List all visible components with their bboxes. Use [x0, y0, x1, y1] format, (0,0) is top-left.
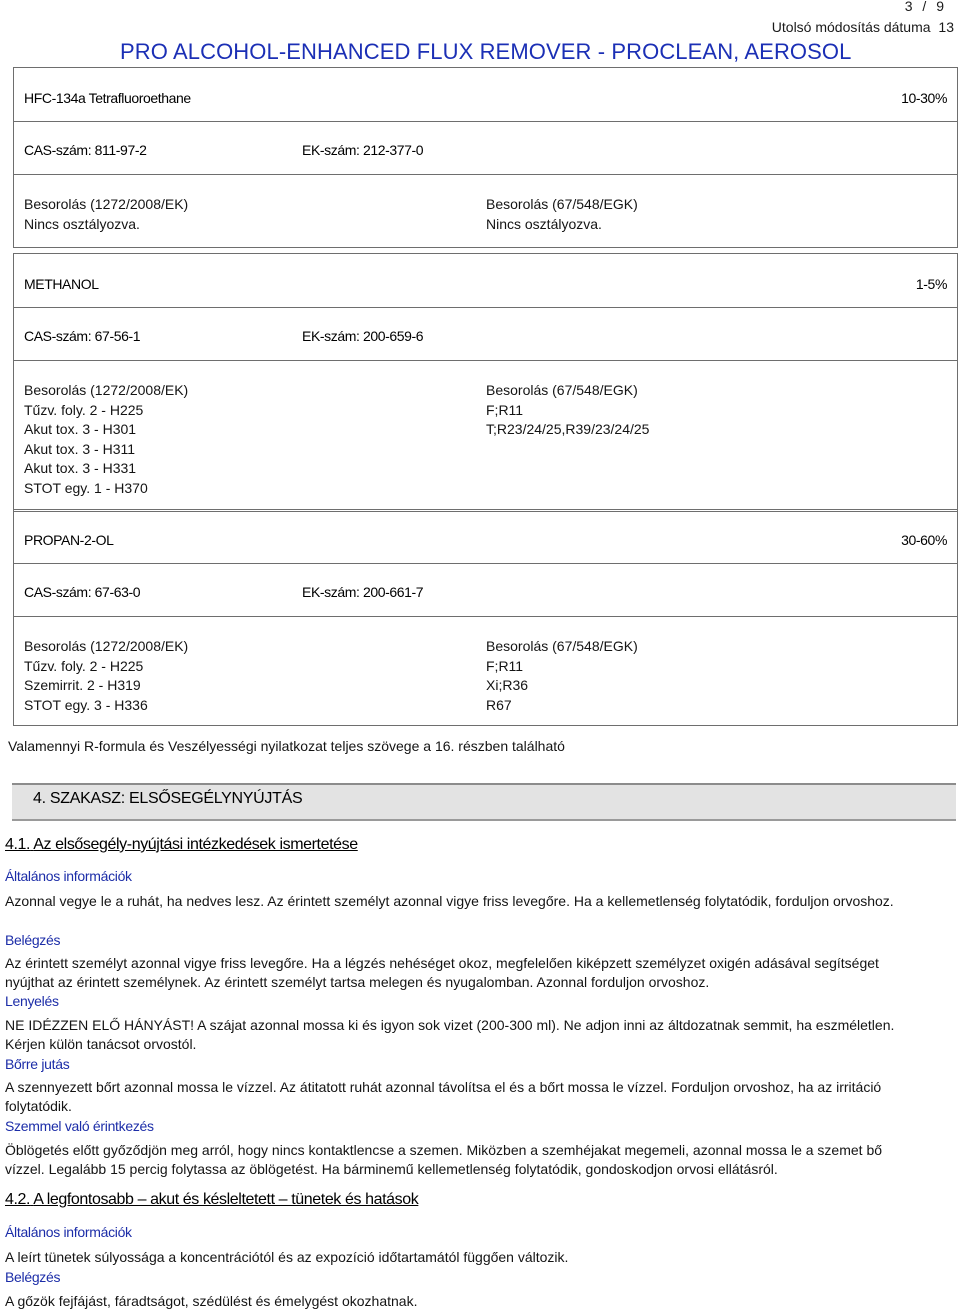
section-4-title: 4. SZAKASZ: ELSŐSEGÉLYNYÚJTÁS	[33, 790, 303, 807]
classification-line: Besorolás (1272/2008/EK)	[24, 638, 189, 654]
classification-dsd	[486, 637, 638, 715]
classification-dsd	[486, 381, 649, 440]
revision-value: 13	[938, 19, 954, 35]
component-percent: 1-5%	[915, 276, 947, 292]
component-name: METHANOL	[24, 276, 99, 292]
eye-contact-text: Öblögetés előtt győződjön meg arról, hogy nincs kontaktlencse a szemen. Miközben a szemhéjakat megemeli, azonnal mossa le a szemet bő vízzel. Legalább 15 percig folytassa az öblögetést. Ha bárminemű kellemetlenség folytatódik, gondoskodjon orvosi ellátásról.	[5, 1142, 883, 1178]
subsection-number: 4.2.	[5, 1191, 31, 1208]
inhalation-text: A gőzök fejfájást, fáradtságot, szédülést és émelygést okozhatnak.	[5, 1293, 418, 1309]
classification-dsd	[486, 195, 638, 234]
classification-line: Besorolás (1272/2008/EK)	[24, 196, 189, 212]
page-separator: /	[922, 0, 927, 14]
general-info-text: Azonnal vegye le a ruhát, ha nedves lesz. Az érintett személyt azonnal vigye friss levegőre. Ha a kellemetlenség folytatódik, forduljon orvoshoz.	[5, 893, 894, 909]
classification-line: Besorolás (67/548/EGK)	[486, 382, 638, 398]
cas-number: CAS-szám: 67-56-1	[24, 328, 141, 344]
subsection-number: 4.1.	[5, 836, 31, 853]
ec-number: EK-szám: 200-661-7	[302, 584, 424, 600]
classification-line: Akut tox. 3 - H331	[24, 460, 137, 477]
classification-line: Besorolás (67/548/EGK)	[486, 196, 638, 212]
subsection-title: Az elsősegély-nyújtási intézkedések ismertetése	[33, 836, 358, 853]
classification-line: Tűzv. foly. 2 - H225	[24, 657, 144, 674]
subsection-title: A legfontosabb – akut és késleltetett – tünetek és hatások	[33, 1191, 419, 1208]
component-table-propan-2-ol	[13, 509, 958, 726]
skin-contact-text: A szennyezett bőrt azonnal mossa le vízzel. Az átitatott ruhát azonnal távolítsa el és a bőrt mossa le vízzel. Forduljon orvoshoz, ha az irritáció folytatódik.	[5, 1079, 882, 1115]
revision-date	[772, 19, 954, 35]
skin-contact-label: Bőrre jutás	[5, 1056, 70, 1072]
general-info-label: Általános információk	[5, 1224, 132, 1240]
classification-line: STOT egy. 1 - H370	[24, 479, 148, 496]
ec-number: EK-szám: 200-659-6	[302, 328, 424, 344]
section-4-header	[12, 783, 956, 821]
classification-line: STOT egy. 3 - H336	[24, 696, 148, 713]
classification-clp	[24, 637, 188, 715]
component-table-hfc134a	[13, 67, 958, 248]
general-info-label: Általános információk	[5, 868, 132, 884]
inhalation-text: Az érintett személyt azonnal vigye friss levegőre. Ha a légzés nehéséget okoz, megfelelően kiképzett személyzet oxigén adásával segítséget nyújthat az érintett személynek. Az érintett személyt tartsa melegen és nyugalomban. Azonnal forduljon orvoshoz.	[5, 955, 879, 991]
classification-line: Akut tox. 3 - H311	[24, 440, 136, 457]
component-name: HFC-134a Tetrafluoroethane	[24, 90, 191, 106]
classification-clp	[24, 195, 188, 234]
revision-label: Utolsó módosítás dátuma	[771, 19, 931, 35]
subsection-4-2-heading	[5, 1191, 418, 1209]
classification-line: Nincs osztályozva.	[24, 215, 140, 232]
component-percent: 10-30%	[901, 90, 947, 106]
page-number	[905, 0, 944, 14]
classification-line: Szemirrit. 2 - H319	[24, 677, 141, 694]
document-title: PRO ALCOHOL-ENHANCED FLUX REMOVER - PROCLEAN, AEROSOL	[120, 39, 852, 64]
ingestion-label: Lenyelés	[5, 993, 59, 1009]
r-phrase-footnote: Valamennyi R-formula és Veszélyességi nyilatkozat teljes szövege a 16. részben található	[8, 738, 565, 754]
classification-line: Xi;R36	[486, 677, 529, 694]
ec-number: EK-szám: 212-377-0	[302, 142, 424, 158]
page-total: 9	[936, 0, 944, 14]
classification-line: Tűzv. foly. 2 - H225	[24, 401, 144, 418]
classification-clp	[24, 381, 188, 499]
subsection-4-1-heading	[5, 836, 358, 854]
classification-line: R67	[486, 696, 512, 713]
component-table-methanol	[13, 253, 958, 512]
classification-line: Nincs osztályozva.	[486, 215, 602, 232]
component-name: PROPAN-2-OL	[24, 532, 114, 548]
component-percent: 30-60%	[901, 532, 947, 548]
classification-line: Besorolás (67/548/EGK)	[486, 638, 638, 654]
general-info-text: A leírt tünetek súlyossága a koncentrációtól és az expozíció időtartamától függően változik.	[5, 1249, 569, 1265]
cas-number: CAS-szám: 811-97-2	[24, 142, 147, 158]
classification-line: Besorolás (1272/2008/EK)	[24, 382, 189, 398]
inhalation-label: Belégzés	[5, 932, 61, 948]
classification-line: F;R11	[486, 401, 524, 418]
classification-line: F;R11	[486, 657, 524, 674]
classification-line: Akut tox. 3 - H301	[24, 421, 137, 438]
classification-line: T;R23/24/25,R39/23/24/25	[486, 421, 650, 438]
cas-number: CAS-szám: 67-63-0	[24, 584, 141, 600]
eye-contact-label: Szemmel való érintkezés	[5, 1118, 154, 1134]
ingestion-text: NE IDÉZZEN ELŐ HÁNYÁST! A szájat azonnal mossa ki és igyon sok vizet (200-300 ml). Ne adjon inni az áltdozatnak semmit, ha eszméletlen. Kérjen külön tanácsot orvostól.	[5, 1017, 895, 1053]
page-current: 3	[904, 0, 913, 14]
inhalation-label: Belégzés	[5, 1269, 61, 1285]
